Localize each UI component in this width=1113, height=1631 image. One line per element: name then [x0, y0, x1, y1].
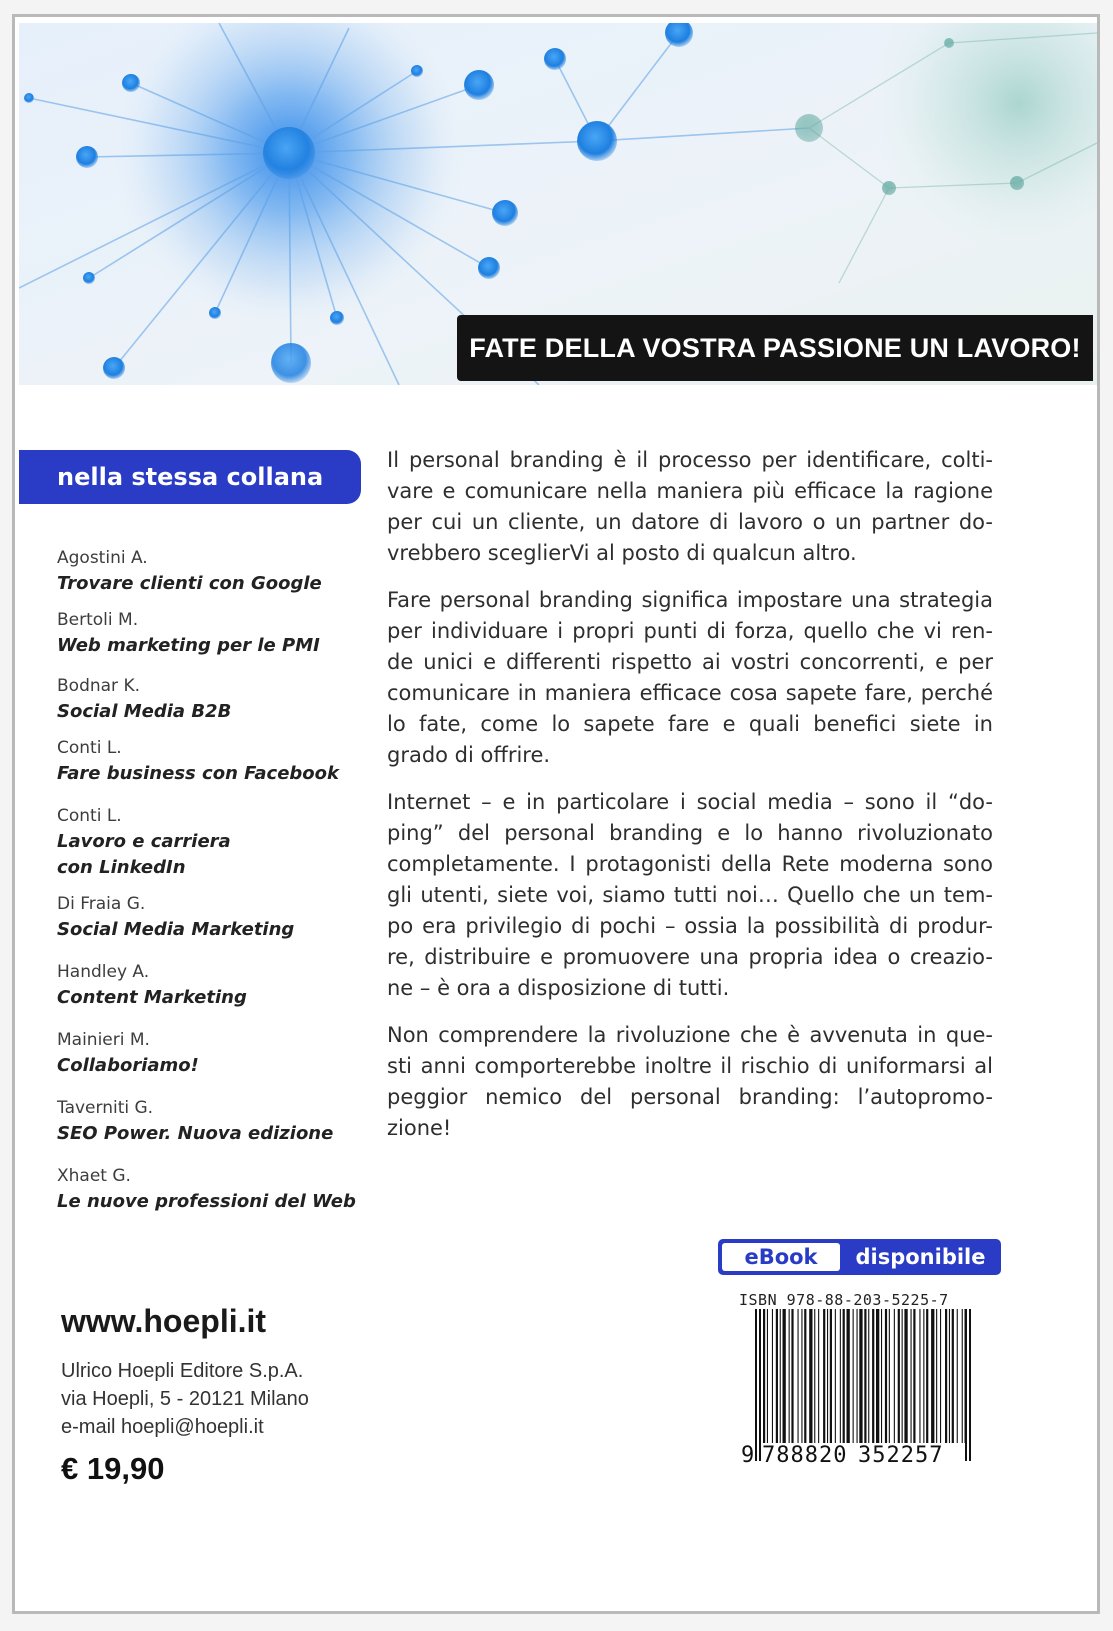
list-item — [57, 891, 357, 959]
book-title: Lavoro e carriera con LinkedIn — [57, 831, 231, 878]
barcode-bar — [902, 1309, 903, 1443]
barcode-bar — [859, 1309, 862, 1443]
isbn-label: ISBN 978-88-203-5225-7 — [739, 1291, 949, 1309]
book-author: Bodnar K. — [57, 676, 140, 696]
publisher-info — [61, 1357, 309, 1441]
description-paragraph: Fare personal branding significa impostare una strategia per individuare i propri punti di forza, quello che vi ren-de unici e differenti rispetto ai vostri concorrenti, e per comunicare in maniera efficace cosa sapete fare, perché lo fate, come lo sapete fare e quali benefici siete in grado di offrire. — [387, 588, 993, 767]
description-paragraph: Il personal branding è il processo per identificare, colti-vare e comunicare nella maniera più efficace la ragione per cui un cliente, un datore di lavoro o un partner do-vrebbero sceglierVi al posto di qualcun altro. — [387, 448, 993, 565]
barcode-bar — [931, 1309, 934, 1443]
barcode-bar — [945, 1309, 947, 1443]
list-item — [57, 803, 357, 891]
barcode-bar — [885, 1309, 887, 1443]
barcode-bar — [940, 1309, 941, 1443]
book-author: Mainieri M. — [57, 1030, 150, 1050]
book-title: Social Media Marketing — [57, 919, 295, 940]
description-paragraph: Non comprendere la rivoluzione che è avvenuta in que-sti anni comporterebbe inoltre il rischio di uniformarsi al peggior nemico del personal branding: l’autopromo-zione! — [387, 1023, 993, 1140]
ebook-badge — [718, 1239, 1001, 1275]
barcode-guard-bar — [969, 1309, 971, 1461]
barcode-bar — [827, 1309, 828, 1443]
book-author: Di Fraia G. — [57, 894, 146, 914]
barcode-guard-bar — [965, 1309, 967, 1461]
barcode-bar — [898, 1309, 900, 1443]
barcode-first-digit: 9 — [741, 1443, 755, 1468]
publisher-address: via Hoepli, 5 - 20121 Milano — [61, 1388, 309, 1410]
barcode-group-left: 788820 — [762, 1443, 848, 1468]
barcode-guard-bar — [759, 1309, 761, 1461]
book-title: Content Marketing — [57, 987, 247, 1008]
book-author: Conti L. — [57, 738, 122, 758]
ebook-available-label: disponibile — [855, 1245, 986, 1269]
barcode-bar — [949, 1309, 950, 1443]
barcode-bar — [881, 1309, 882, 1443]
book-title: SEO Power. Nuova edizione — [57, 1123, 334, 1144]
publisher-website[interactable]: www.hoepli.it — [61, 1303, 267, 1339]
ebook-label: eBook — [722, 1243, 840, 1271]
publisher-email[interactable]: e-mail hoepli@hoepli.it — [61, 1416, 264, 1438]
barcode-bar — [763, 1309, 765, 1443]
book-title: Trovare clienti con Google — [57, 573, 322, 594]
list-item — [57, 1095, 357, 1163]
barcode-bar — [814, 1309, 815, 1443]
book-title: Fare business con Facebook — [57, 763, 339, 784]
series-heading: nella stessa collana — [19, 450, 361, 504]
barcode-bar — [776, 1309, 778, 1443]
list-item — [57, 607, 357, 673]
barcode-bar — [791, 1309, 793, 1443]
barcode-bar — [801, 1309, 802, 1443]
book-author: Handley A. — [57, 962, 150, 982]
slogan-banner: FATE DELLA VOSTRA PASSIONE UN LAVORO! — [457, 315, 1093, 381]
publisher-name: Ulrico Hoepli Editore S.p.A. — [61, 1360, 304, 1382]
barcode-bar — [847, 1309, 850, 1443]
barcode-bar — [804, 1309, 806, 1443]
barcode-guard-bar — [755, 1309, 757, 1461]
description-paragraph: Internet – e in particolare i social media – sono il “do-ping” del personal branding e lo hanno rivoluzionato completamente. I protagonisti della Rete moderna sono gli utenti, siete voi, siamo tutti noi… Quello che un tem-po era privilegio di pochi – ossia la possibilità di produr-re, distribuire e promuovere una propria idea o creazio-ne – è ora a disposizione di tutti. — [387, 790, 993, 1000]
book-title: Collaboriamo! — [57, 1055, 199, 1076]
barcode-group-right: 352257 — [858, 1443, 944, 1468]
list-item — [57, 545, 357, 607]
book-author: Taverniti G. — [57, 1098, 154, 1118]
barcode-bar — [857, 1309, 858, 1443]
book-title: Le nuove professioni del Web — [57, 1191, 356, 1212]
book-author: Xhaet G. — [57, 1166, 131, 1186]
list-item — [57, 735, 357, 803]
barcode-bar — [957, 1309, 958, 1443]
barcode-bar — [789, 1309, 790, 1443]
book-author: Bertoli M. — [57, 610, 139, 630]
barcode-bar — [853, 1309, 854, 1443]
series-list — [57, 545, 357, 1225]
barcode-bar — [798, 1309, 799, 1443]
barcode-bar — [783, 1309, 786, 1443]
barcode-bar — [919, 1309, 920, 1443]
list-item — [57, 673, 357, 735]
barcode-bar — [780, 1309, 781, 1443]
barcode-bar — [823, 1309, 825, 1443]
barcode-bar — [840, 1309, 841, 1443]
barcode-bar — [936, 1309, 937, 1443]
list-item — [57, 1163, 357, 1225]
barcode-bar — [962, 1309, 963, 1443]
barcode-bar — [772, 1309, 773, 1443]
barcode-bar — [818, 1309, 819, 1443]
price: € 19,90 — [61, 1451, 165, 1486]
book-author: Agostini A. — [57, 548, 148, 568]
book-title: Social Media B2B — [57, 701, 232, 722]
barcode-digits — [739, 1443, 989, 1473]
book-description — [387, 445, 993, 1160]
list-item — [57, 959, 357, 1027]
barcode-bar — [911, 1309, 912, 1443]
barcode-bar — [809, 1309, 812, 1443]
barcode-bar — [952, 1309, 954, 1443]
barcode-bar — [872, 1309, 874, 1443]
book-author: Conti L. — [57, 806, 122, 826]
book-title: Web marketing per le PMI — [57, 635, 320, 656]
list-item — [57, 1027, 357, 1095]
barcode-bar — [767, 1309, 768, 1443]
book-back-cover — [12, 14, 1100, 1614]
barcode-bar — [864, 1309, 866, 1443]
barcode-bar — [830, 1309, 832, 1443]
barcode-bar — [876, 1309, 879, 1443]
barcode-bar — [926, 1309, 928, 1443]
barcode-bar — [889, 1309, 890, 1443]
barcode-bar — [843, 1309, 845, 1443]
barcode-bar — [913, 1309, 915, 1443]
barcode-bar — [923, 1309, 924, 1443]
barcode-bar — [868, 1309, 869, 1443]
barcode-bar — [835, 1309, 836, 1443]
barcode-bar — [894, 1309, 895, 1443]
barcode-bar — [904, 1309, 907, 1443]
